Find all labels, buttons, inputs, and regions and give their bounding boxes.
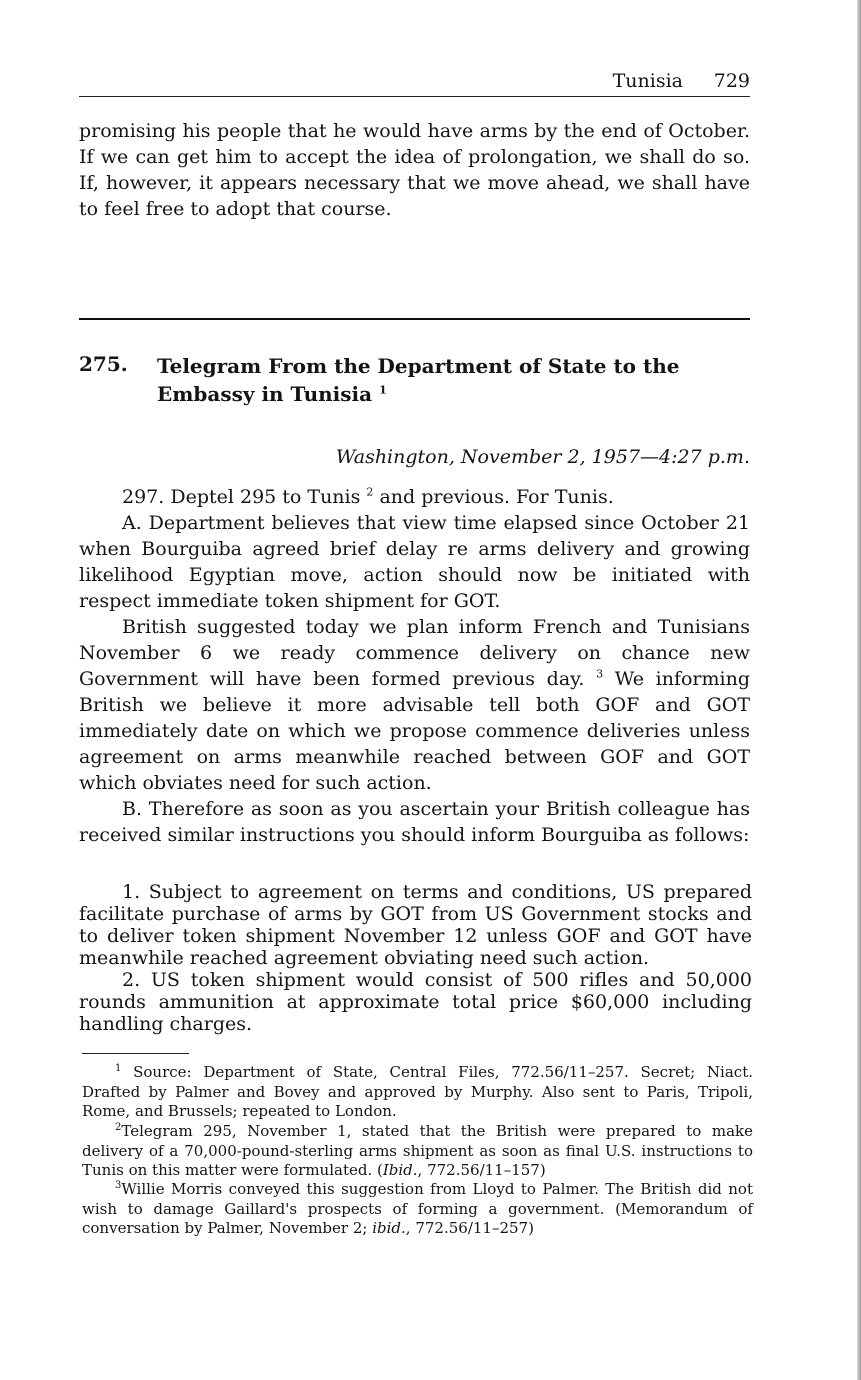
footnote-1-text: Source: Department of State, Central Files, 772.56/11–257. Secret; Niact. Drafted by Palmer and Bovey and approved by Murphy. Also sent to Paris, Tripoli, Rome, and Brussels; repeated to London. <box>82 1063 753 1120</box>
page-number: 729 <box>713 70 750 92</box>
numbered-item-2: 2. US token shipment would consist of 500 rifles and 50,000 rounds ammunition at approximate total price $60,000 including handling charges. <box>79 969 752 1035</box>
dateline: Washington, November 2, 1957—4:27 p.m. <box>335 446 750 468</box>
body-paragraph-2: A. Department believes that view time elapsed since October 21 when Bourguiba agreed brief delay re arms delivery and growing likelihood Egyptian move, action should now be initiated with respect immediate token shipment for GOT. <box>79 512 750 612</box>
body-paragraph-1 <box>79 484 750 510</box>
footnote-2-marker: 2 <box>115 1122 122 1133</box>
footnote-3-text-cont: , 772.56/11–257) <box>405 1219 534 1237</box>
running-title: Tunisia <box>612 70 683 92</box>
footnote-ref-2: 2 <box>366 485 374 499</box>
page-edge <box>857 0 861 1380</box>
footnote-3-text: Willie Morris conveyed this suggestion from Lloyd to Palmer. The British did not wish to damage Gaillard's prospects of forming a government. (Memorandum of conversation by Palmer, November 2; <box>82 1180 753 1237</box>
body-paragraph-3 <box>79 614 750 796</box>
body-paragraph-1-text-cont: and previous. For Tunis. <box>373 486 614 508</box>
footnote-divider <box>82 1053 189 1054</box>
footnote-2-ibid: Ibid. <box>382 1161 418 1179</box>
section-divider <box>79 318 750 320</box>
document-number: 275. <box>79 352 128 376</box>
body-paragraph-4: B. Therefore as soon as you ascertain your British colleague has received similar instructions you should inform Bourguiba as follows: <box>79 798 750 846</box>
footnote-ref-1: 1 <box>379 383 387 397</box>
footnote-1-marker: 1 <box>115 1063 122 1074</box>
footnote-ref-3: 3 <box>596 667 604 681</box>
running-header <box>79 70 750 97</box>
body-paragraph-1-text: 297. Deptel 295 to Tunis <box>122 486 361 508</box>
footnote-2-text: Telegram 295, November 1, stated that the British were prepared to make delivery of a 70,000-pound-sterling arms shipment as soon as final U.S. instructions to Tunis on this matter were formulated. ( <box>82 1122 753 1179</box>
numbered-item-1: 1. Subject to agreement on terms and conditions, US prepared facilitate purchase of arms by GOT from US Government stocks and to deliver token shipment November 12 unless GOF and GOT have meanwhile reached agreement obviating need such action. <box>79 881 752 969</box>
footnote-3-marker: 3 <box>115 1180 122 1191</box>
body-paragraph-3-text: British suggested today we plan inform French and Tunisians November 6 we ready commence delivery on chance new Government will have been formed previous day. <box>79 616 750 690</box>
footnote-1 <box>82 1063 753 1122</box>
footnote-2 <box>82 1122 753 1181</box>
document-title <box>157 352 750 408</box>
body-paragraph-3-text-cont: We informing British we believe it more advisable tell both GOF and GOT immediately date on which we propose commence deliveries unless agreement on arms meanwhile reached between GOF and GOT which obviates need for such action. <box>79 668 750 794</box>
footnote-3 <box>82 1180 753 1239</box>
footnote-3-ibid: ibid. <box>372 1219 406 1237</box>
continuation-paragraph: promising his people that he would have arms by the end of October. If we can get him to accept the idea of prolongation, we shall do so. If, however, it appears necessary that we move ahead, we shall have to feel free to adopt that course. <box>79 120 750 220</box>
footnote-2-text-cont: , 772.56/11–157) <box>417 1161 546 1179</box>
document-title-text: Telegram From the Department of State to the Embassy in Tunisia <box>157 354 680 406</box>
